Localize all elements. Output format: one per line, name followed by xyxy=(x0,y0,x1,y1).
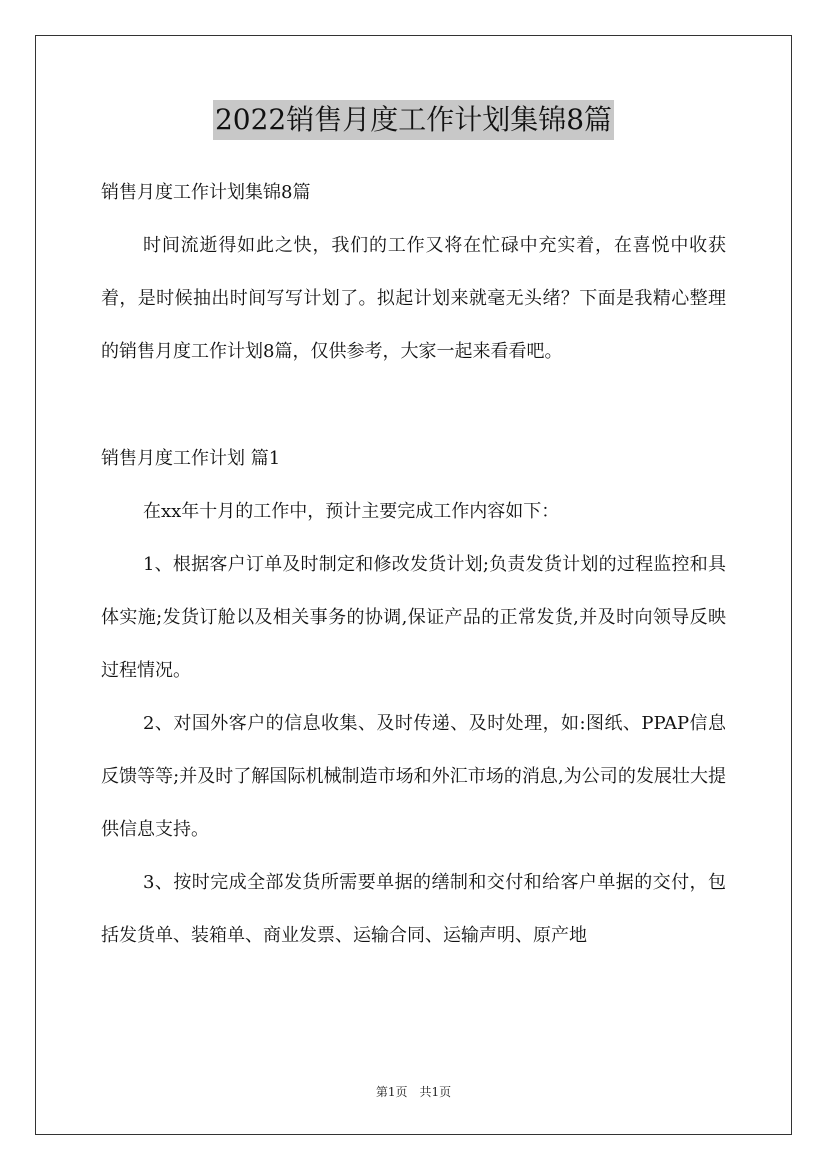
document-subtitle: 销售月度工作计划集锦8篇 xyxy=(101,182,311,203)
title-container xyxy=(0,100,827,140)
document-title: 2022销售月度工作计划集锦8篇 xyxy=(213,100,614,140)
document-body xyxy=(101,166,726,962)
body-paragraph: 3、按时完成全部发货所需要单据的缮制和交付和给客户单据的交付，包括发货单、装箱单、商业发票、运输合同、运输声明、原产地 xyxy=(101,872,726,946)
section-gap xyxy=(101,378,726,432)
page-footer: 第1页 共1页 xyxy=(375,1085,452,1099)
body-paragraph: 1、根据客户订单及时制定和修改发货计划;负责发货计划的过程监控和具体实施;发货订舱以及相关事务的协调,保证产品的正常发货,并及时向领导反映过程情况。 xyxy=(101,554,726,681)
body-paragraph: 2、对国外客户的信息收集、及时传递、及时处理，如:图纸、PPAP信息反馈等等;并及时了解国际机械制造市场和外汇市场的消息,为公司的发展壮大提供信息支持。 xyxy=(101,713,726,840)
section-heading: 销售月度工作计划 篇1 xyxy=(101,448,281,469)
body-paragraph: 在xx年十月的工作中，预计主要完成工作内容如下： xyxy=(143,501,560,522)
intro-paragraph: 时间流逝得如此之快，我们的工作又将在忙碌中充实着，在喜悦中收获着，是时候抽出时间写写计划了。拟起计划来就毫无头绪？下面是我精心整理的销售月度工作计划8篇，仅供参考，大家一起来看看吧。 xyxy=(101,235,726,362)
